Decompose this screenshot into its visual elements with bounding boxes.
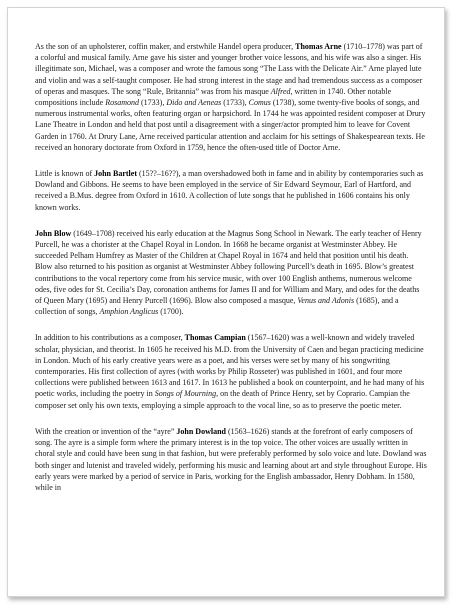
- composer-name: John Blow: [35, 228, 72, 238]
- work-title: Comus: [248, 98, 271, 108]
- body-text: With the creation or invention of the “ayre”: [35, 426, 177, 436]
- composer-name: John Bartlet: [94, 169, 137, 179]
- body-text: (1685), and a collection of songs,: [35, 296, 399, 317]
- work-title: Venus and Adonis: [297, 296, 355, 306]
- body-text: As the son of an upholsterer, coffin maker, and erstwhile Handel opera producer,: [35, 42, 296, 51]
- composer-name: Thomas Campian: [184, 333, 246, 343]
- work-title: Songs of Mourning: [154, 389, 217, 399]
- paragraph-thomas-campian: [35, 332, 427, 410]
- body-text: (15??–16??), a man overshadowed both in fame and in ability by contemporaries such as Dowland and Gibbons. He seems to have been employed in the service of Sir Edward Seymour, Earl of Hartford, and received a B.Mus. degree from Oxford in 1610. A collection of lute songs that he published in 1606 contains his only known works.: [35, 169, 424, 212]
- body-text: (1733),: [221, 98, 249, 108]
- body-text: (1710–1778) was part of a colorful and musical family. Arne gave his sister and younger brother voice lessons, and his wife was also a singer. His illegitimate son, Michael, was a composer and wrote the famous song “The Lass with the Delicate Air.” Arne played lute and violin and was a self-taught composer. He had strong interest in the stage and had tremendous success as a composer of operas and masques. The song “Rule, Britannia” was from his masque: [35, 42, 423, 96]
- document-page: [7, 7, 445, 597]
- work-title: Dido and Aeneas: [166, 98, 222, 108]
- page-body: [35, 41, 427, 493]
- work-title: Alfred: [270, 86, 291, 96]
- body-text: (1738), some twenty-five books of songs, and numerous instrumental works, often featuring organ or harpsichord. In 1744 he was appointed resident composer at Drury Lane Theatre in London and held that post until a disagreement with a singer/actor prompted him to leave for Covent Garden in 1760. At Drury Lane, Arne received particular attention and acclaim for his settings of Shakespearean texts. He received an honorary doctorate from Oxford in 1759, hence the often-used title of Doctor Arne.: [35, 98, 426, 152]
- body-text: In addition to his contributions as a composer,: [35, 333, 185, 343]
- body-text: (1563–1626) stands at the forefront of early composers of song. The ayre is a simple form where the primary interest is in the top voice. The other voices are usually written in choral style and could have been sung in that fashion, but were preferably performed by solo voice and lute. Dowland was both singer and lutenist and traveled widely, performing his music and learning about art and style throughout Europe. His early years were marked by a period of service in Paris, working for the English ambassador, Henry Dobham. In 1580, while in: [35, 426, 427, 492]
- composer-name: John Dowland: [176, 426, 226, 436]
- body-text: Little is known of: [35, 169, 95, 179]
- composer-name: Thomas Arne: [295, 42, 342, 51]
- paragraph-john-blow: [35, 228, 427, 318]
- paragraph-john-bartlet: [35, 168, 427, 213]
- body-text: , on the death of Prince Henry, set by Coprario. Campian the composer set only his own texts, employing a simple approach to the vocal line, so as to preserve the poetic meter.: [35, 389, 410, 410]
- body-text: , written in 1740. Other notable compositions include: [35, 86, 392, 108]
- body-text: (1649–1708) received his early education at the Magnus Song School in Newark. The early teacher of Henry Purcell, he was a chorister at the Chapel Royal in London. In 1668 he became organist at Westminster Abbey. He succeeded Pelham Humfrey as Master of the Children at Chapel Royal in 1674 and held that position until his death. Blow also returned to his position as organist at Westminster Abbey following Purcell’s death in 1695. Blow’s greatest contributions to the vocal repertory come from his service music, with over 100 English anthems, numerous welcome odes, five odes for St. Cecilia’s Day, coronation anthems for James II and for William and Mary, and odes for the deaths of Queen Mary (1695) and Henry Purcell (1696). Blow also composed a masque,: [35, 228, 422, 306]
- body-text: (1567–1620) was a well-known and widely traveled scholar, physician, and theorist. In 1605 he received his M.D. from the University of Caen and began practicing medicine in London. Much of his early creative years were as a poet, and his verses were set by many of his songwriting contemporaries. His first collection of ayres (with works by Philip Rosseter) was published in 1601, and four more collections were published between 1613 and 1617. In 1613 he published a book on counterpoint, and he had many of his poetic works, including the poetry in: [35, 333, 425, 399]
- body-text: (1700).: [158, 307, 184, 317]
- paragraph-john-dowland: [35, 426, 427, 493]
- paragraph-thomas-arne: [35, 41, 427, 153]
- body-text: (1733),: [139, 98, 167, 108]
- work-title: Rosamond: [105, 98, 139, 108]
- work-title: Amphion Anglicus: [99, 307, 159, 317]
